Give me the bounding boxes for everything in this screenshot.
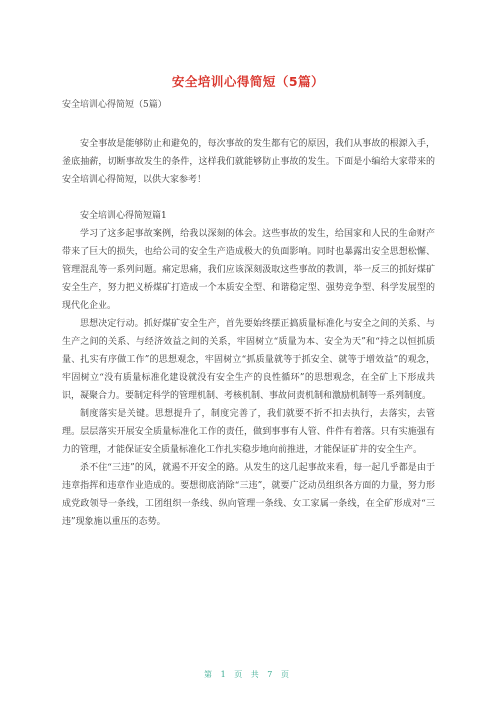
page-number-footer: 第 1 页 共 7 页 [204, 670, 292, 679]
body-paragraph-4: 杀不住“三违”的风，就遏不开安全的路。从发生的这几起事故来看，每一起几乎都是由于违章指挥和违章作业造成的。要想彻底消除“三违”，就要广泛动员组织各方面的力量，努力形成党政领导一条线，工团组织一条线、纵向管理一条线、女工家属一条线，在全矿形成对“三违”现象施以重压的态势。 [62, 463, 435, 527]
section-heading: 安全培训心得简短篇1 [80, 211, 167, 221]
body-paragraph-2: 思想决定行动。抓好煤矿安全生产，首先要始终摆正搞质量标准化与安全之间的关系、与生产之间的关系、与经济效益之间的关系，牢固树立“质量为本、安全为天”和“持之以恒抓质量、扎实有序做工作”的思想观念，牢固树立“抓质量就等于抓安全、就等于增效益”的观念，牢固树立“没有质量标准化建设就没有安全生产的良性循环”的思想观念，在全矿上下形成共识，凝聚合力。要制定科学的管理机制、考核机制、事故问责机制和激励机制等一系列制度。 [62, 319, 435, 401]
intro-paragraph: 安全事故是能够防止和避免的，每次事故的发生都有它的原因，我们从事故的根源入手，釜底抽薪，切断事故发生的条件，这样我们就能够防止事故的发生。下面是小编给大家带来的安全培训心得简短，以供大家参考！ [62, 139, 435, 185]
body-paragraph-3: 制度落实是关键。思想提升了，制度完善了，我们就要不折不扣去执行，去落实，去管理。层层落实开展安全质量标准化工作的责任，做到事事有人管、件件有着落。只有实施强有力的管理，才能保证安全质量标准化工作扎实稳步地向前推进，才能保证矿井的安全生产。 [62, 409, 435, 455]
paragraph-spacer [62, 189, 435, 207]
document-title: 安全培训心得简短（5篇） [171, 74, 325, 89]
body-paragraph-1: 学习了这多起事故案例，给我以深刻的体会。这些事故的发生，给国家和人民的生命财产带来了巨大的损失，也给公司的安全生产造成极大的负面影响。同时也暴露出安全思想松懈、管理混乱等一系列问题。痛定思痛，我们应该深刻汲取这些事故的教训，举一反三的抓好煤矿安全生产，努力把义桥煤矿打造成一个本质安全型、和谐稳定型、强势竞争型、科学发展型的现代化企业。 [62, 229, 435, 311]
document-body [62, 135, 435, 531]
document-subtitle: 安全培训心得简短（5篇） [62, 100, 167, 110]
